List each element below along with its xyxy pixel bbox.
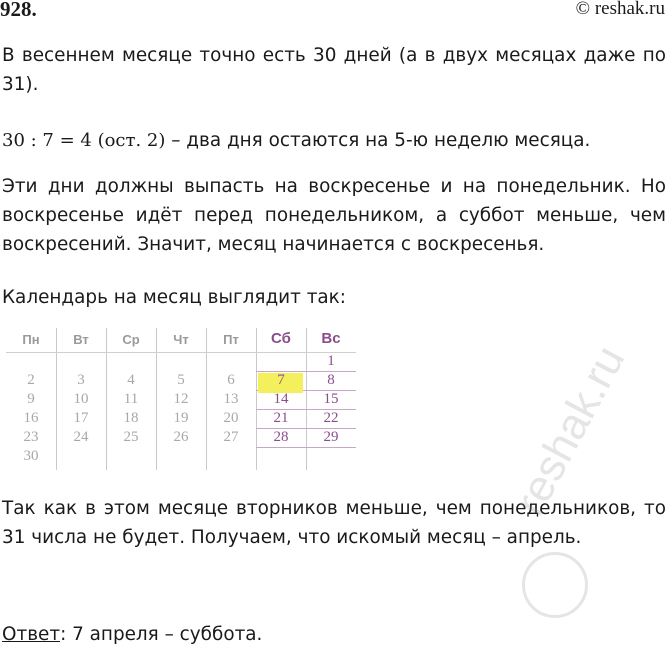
- calendar-day: 28: [273, 429, 289, 445]
- paragraph-5: Так как в этом месяце вторников меньше, чем понедельников, то 31 числа не будет. Получаем, что искомый месяц – апрель.: [2, 498, 666, 548]
- calendar-day: 22: [323, 410, 339, 426]
- calendar-day: 3: [77, 372, 85, 388]
- calendar-day: 13: [223, 391, 239, 407]
- calendar-day: 16: [23, 410, 39, 426]
- paragraph-2: [2, 126, 666, 155]
- calendar-day: 9: [27, 391, 35, 407]
- calendar-day: 15: [323, 391, 339, 407]
- paragraph-2-text: – два дня остаются на 5-ю неделю месяца.: [165, 130, 591, 151]
- calendar-day: 10: [73, 391, 89, 407]
- calendar-day: 26: [173, 429, 189, 445]
- calendar-day: 17: [73, 410, 89, 426]
- paragraph-4: Календарь на месяц выглядит так:: [2, 287, 346, 308]
- calendar-day: 27: [223, 429, 239, 445]
- calendar-header-3: Ср: [122, 332, 140, 347]
- calendar-header-4: Чт: [173, 332, 189, 347]
- paragraph-1: В весеннем месяце точно есть 30 дней (а в двух месяцах даже по 31).: [2, 45, 666, 95]
- calendar-day: 6: [227, 372, 235, 388]
- calendar-day: 5: [177, 372, 185, 388]
- calendar-day: 20: [223, 410, 239, 426]
- calendar-header-7: Вс: [321, 330, 341, 347]
- calendar-weekend-row-line: [256, 447, 356, 448]
- calendar-day: 23: [23, 429, 39, 445]
- source-label: © reshak.ru: [575, 0, 665, 19]
- calendar-day: 12: [173, 391, 189, 407]
- calendar-table: [6, 328, 356, 470]
- watermark: reshak.ru: [505, 338, 635, 524]
- calendar-day: 4: [127, 372, 135, 388]
- calendar-day: 8: [327, 372, 335, 388]
- task-number: 928.: [0, 0, 37, 21]
- answer-line: [2, 620, 666, 649]
- calendar-day: 1: [327, 353, 335, 369]
- watermark-copyright-icon: [522, 552, 588, 618]
- calendar-day: 24: [73, 429, 89, 445]
- calendar-day: 30: [23, 448, 39, 464]
- calendar-day: 2: [27, 372, 35, 388]
- calendar-day: 21: [273, 410, 289, 426]
- calendar-header-2: Вт: [73, 332, 89, 347]
- answer-text: : 7 апреля – суббота.: [60, 624, 263, 645]
- calendar-day: 29: [323, 429, 339, 445]
- calendar-day: 18: [123, 410, 139, 426]
- calendar-day: 19: [173, 410, 189, 426]
- calendar-day: 14: [273, 391, 289, 407]
- division-formula: 30 : 7 = 4 (ост. 2): [2, 130, 166, 151]
- calendar-header-1: Пн: [22, 332, 40, 347]
- calendar-day: 11: [123, 391, 139, 407]
- calendar-day: 7: [277, 372, 285, 388]
- paragraph-3: Эти дни должны выпасть на воскресенье и на понедельник. Но воскресенье идёт перед понедельником, а суббот меньше, чем воскресений. Значит, месяц начинается с воскресенья.: [2, 176, 666, 255]
- calendar-header-divider: [6, 352, 356, 353]
- calendar-header-5: Пт: [223, 332, 239, 347]
- answer-label: Ответ: [2, 624, 61, 645]
- calendar-day: 25: [123, 429, 139, 445]
- calendar-header-6: Сб: [271, 330, 291, 347]
